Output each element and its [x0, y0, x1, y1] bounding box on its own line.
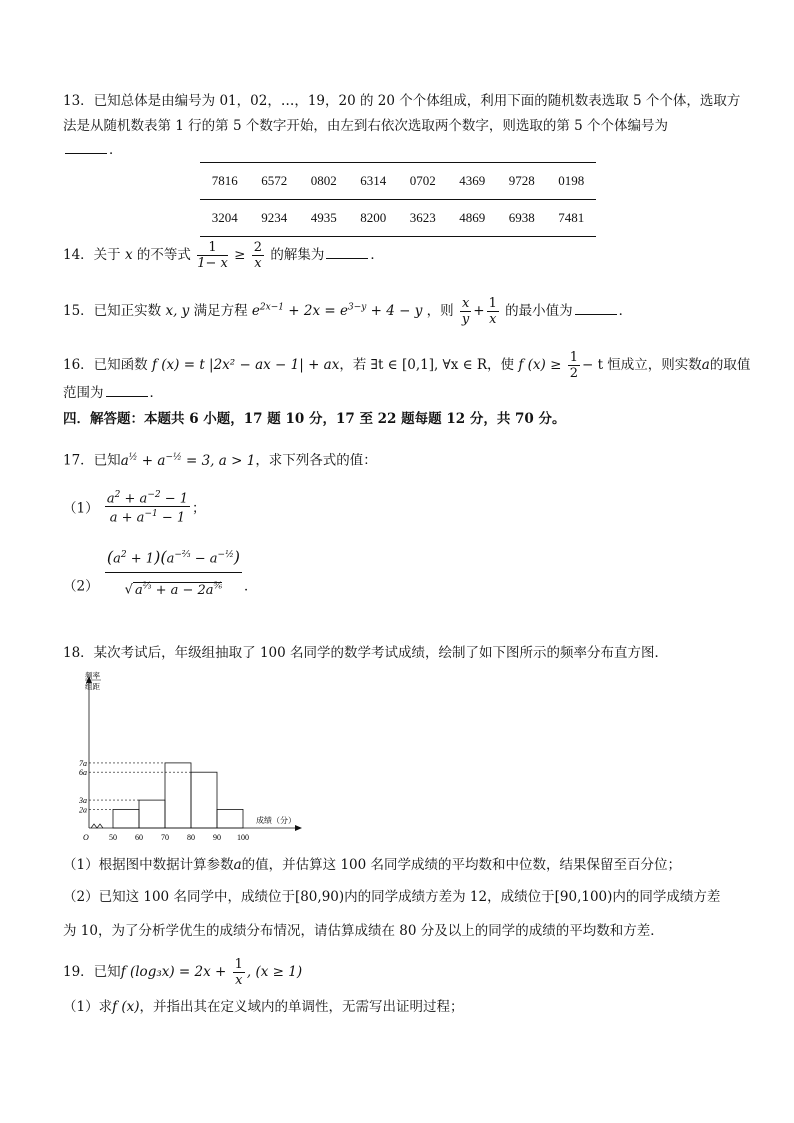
- y-axis-label-top: 频率: [85, 671, 100, 680]
- axis-break: [91, 824, 103, 828]
- fraction: [460, 296, 471, 327]
- condition: ，若 ∃t ∈ [0,1], ∀x ∈ R，使: [339, 357, 515, 373]
- fx: f (x): [112, 999, 140, 1015]
- table-cell: 3623: [398, 200, 448, 237]
- q14-mid: 的不等式: [136, 247, 191, 263]
- fraction: [197, 240, 228, 271]
- histogram-bar: [217, 809, 243, 828]
- answer-blank[interactable]: [65, 141, 107, 154]
- q16-tail: − t 恒成立，则实数: [581, 357, 702, 373]
- denominator: x: [254, 256, 262, 271]
- q19-p1: （1）求: [63, 999, 113, 1015]
- table-cell: 6314: [349, 163, 399, 200]
- x-axis-label: 成绩（分）: [256, 816, 296, 825]
- eq-end: + 4 − y: [366, 303, 423, 319]
- bars: [113, 763, 243, 828]
- q16-line2-text: 范围为: [63, 385, 104, 401]
- interval-90-100: [90,100): [554, 889, 613, 905]
- denominator: x: [235, 973, 243, 988]
- exponent: 3−y: [347, 302, 367, 313]
- numerator: x: [461, 296, 470, 311]
- table-cell: 7481: [547, 200, 597, 237]
- numerator: $(a^2 + 1)(a^{-\frac{2}{3}} - a^{-\frac{1}{2}})$: [105, 542, 242, 573]
- table-row: [200, 163, 596, 200]
- q19-prefix: 19．已知: [63, 964, 121, 980]
- random-number-table: [200, 162, 596, 237]
- vars: x, y: [165, 303, 190, 319]
- q18-part1: [63, 855, 681, 875]
- period: ．: [149, 385, 163, 401]
- denominator: y: [461, 312, 470, 327]
- section-heading: 四．解答题：本题共 6 小题，17 题 10 分，17 至 22 题每题 12 分，共 70 分。: [63, 411, 566, 427]
- q19-eq: f (log₃x) = 2x +: [120, 964, 227, 980]
- q16-prefix: 16．已知函数: [63, 357, 148, 373]
- denominator: $a + a^{-1} - 1$: [109, 509, 186, 526]
- fraction: [568, 350, 580, 381]
- y-tick-label: 6a: [79, 768, 87, 778]
- period: ．: [109, 142, 123, 158]
- part-label: （2）: [63, 578, 99, 595]
- q19-part1: [63, 997, 464, 1017]
- table-cell: 0702: [398, 163, 448, 200]
- q17-suffix: ，求下列各式的值：: [255, 452, 377, 469]
- q13-line1: 13．已知总体是由编号为 01，02，…，19，20 的 20 个个体组成，利用下面的随机数表选取 5 个个体，选取方: [63, 93, 741, 109]
- table-cell: 8200: [349, 200, 399, 237]
- q18-p2-c: 内的同学成绩方差: [612, 889, 721, 905]
- table-cell: 0198: [547, 163, 597, 200]
- var-a: a: [233, 857, 242, 873]
- table-cell: 7816: [200, 163, 250, 200]
- period: ．: [370, 247, 384, 263]
- table-row: [200, 200, 596, 237]
- q17-prefix: 17．已知: [63, 452, 121, 469]
- table-cell: 9234: [250, 200, 300, 237]
- part-label: （1）: [63, 500, 99, 517]
- numerator: 1: [488, 296, 497, 311]
- plus-sign: +: [473, 303, 485, 319]
- answer-blank[interactable]: [575, 302, 617, 315]
- q18-line1: 18．某次考试后，年级组抽取了 100 名同学的数学考试成绩，绘制了如下图所示的频率分布直方图．: [63, 645, 669, 661]
- q18-p1-text: （1）根据图中数据计算参数: [63, 857, 234, 873]
- frequency-histogram: [76, 668, 316, 846]
- exponent: 2x−1: [259, 302, 284, 313]
- q17-part2: [63, 547, 258, 604]
- q14: [63, 240, 384, 271]
- function-def: f (x) = t |2x² − ax − 1| + ax: [151, 357, 340, 373]
- histogram-bar: [139, 800, 165, 828]
- y-tick-label: 7a: [79, 758, 87, 768]
- eq-e: e: [251, 303, 260, 319]
- x-tick-label: 50: [109, 833, 117, 842]
- q14-suffix: 的解集为: [270, 247, 325, 263]
- q16-line1: [63, 350, 750, 381]
- x-tick-label: 90: [213, 833, 221, 842]
- y-axis-label-bottom: 组距: [85, 682, 100, 691]
- numerator: 1: [234, 957, 243, 972]
- q15-mid: 满足方程: [193, 303, 248, 319]
- ge-sign: ≥: [234, 247, 246, 263]
- fraction: [105, 542, 242, 604]
- x-tick-label: 80: [187, 833, 195, 842]
- numerator: 1: [197, 240, 228, 256]
- x-tick-label: 60: [135, 833, 143, 842]
- x-tick-label: 70: [161, 833, 169, 842]
- table-cell: 0802: [299, 163, 349, 200]
- q15: [63, 296, 632, 327]
- q18-part2-line1: [63, 887, 720, 907]
- x-axis-arrow: [295, 825, 302, 831]
- equation: [252, 303, 422, 319]
- origin-label: O: [83, 833, 89, 842]
- table-cell: 9728: [497, 163, 547, 200]
- table-cell: 6938: [497, 200, 547, 237]
- table-cell: 4935: [299, 200, 349, 237]
- numerator: 2: [253, 240, 263, 255]
- q15-then: ，则: [426, 303, 454, 319]
- period: ．: [618, 303, 633, 319]
- q15-suffix: 的最小值为: [505, 303, 573, 319]
- q19-cond: , (x ≥ 1): [246, 964, 303, 980]
- eq-mid: + 2x = e: [283, 303, 348, 319]
- denominator: 2: [569, 366, 578, 381]
- fraction: [233, 957, 245, 988]
- table-cell: 4869: [448, 200, 498, 237]
- denominator: 1− x: [197, 256, 228, 271]
- q18-p1-rest: 的值，并估算这 100 名同学成绩的平均数和中位数，结果保留至百分位；: [241, 857, 682, 873]
- table-cell: 3204: [200, 200, 250, 237]
- period: ．: [244, 578, 258, 595]
- answer-blank[interactable]: [106, 384, 148, 397]
- denominator: √ $a^{\frac{2}{3}} + a - 2a^{\frac{5}{6}}$: [124, 581, 223, 598]
- q13-line2: 法是从随机数表第 1 行的第 5 个数字开始，由左到右依次选取两个数字，则选取的第 5 个个体编号为: [63, 118, 669, 134]
- var-a: a: [701, 357, 710, 373]
- denominator: x: [489, 312, 497, 327]
- y-tick-label: 2a: [79, 805, 87, 815]
- table-cell: 4369: [448, 163, 498, 200]
- q17: [63, 447, 377, 471]
- q19-p1-rest: ，并指出其在定义域内的单调性，无需写出证明过程；: [139, 999, 464, 1015]
- q18-p2-b: 内的同学成绩方差为 12，成绩位于: [344, 889, 555, 905]
- fraction: [487, 296, 499, 327]
- numerator: $a^2 + a^{-2} - 1$: [106, 490, 189, 507]
- var-x: x: [124, 247, 133, 263]
- fraction: [105, 488, 190, 526]
- axes: [86, 676, 302, 831]
- q15-prefix: 15．已知正实数: [63, 303, 162, 319]
- x-tick-label: 100: [237, 833, 249, 842]
- q14-prefix: 14．关于: [63, 247, 121, 263]
- semicolon: ；: [192, 500, 206, 517]
- interval-80-90: [80,90): [294, 889, 345, 905]
- q17-given: $a^{\frac{1}{2}} + a^{-\frac{1}{2}} = 3$, a > 1: [120, 452, 256, 469]
- q18-part2-line2: 为 10，为了分析学优生的成绩分布情况，请估算成绩在 80 分及以上的同学的成绩的平均数和方差．: [63, 923, 664, 939]
- q18-p2-a: （2）已知这 100 名同学中，成绩位于: [63, 889, 295, 905]
- q17-part1: [63, 492, 206, 526]
- answer-blank[interactable]: [326, 246, 368, 259]
- y-tick-label: 3a: [79, 796, 87, 806]
- histogram-bar: [165, 763, 191, 828]
- q13-line3: [63, 140, 123, 160]
- labels: [78, 670, 296, 842]
- table-cell: 6572: [250, 163, 300, 200]
- histogram-bar: [191, 772, 217, 828]
- q16-line2: [63, 383, 163, 403]
- q19: [63, 957, 302, 988]
- fx-ge: f (x) ≥: [518, 357, 562, 373]
- q16-tail2: 的取值: [709, 357, 751, 373]
- histogram-bar: [113, 809, 139, 828]
- fraction: [252, 240, 264, 271]
- numerator: 1: [569, 350, 578, 365]
